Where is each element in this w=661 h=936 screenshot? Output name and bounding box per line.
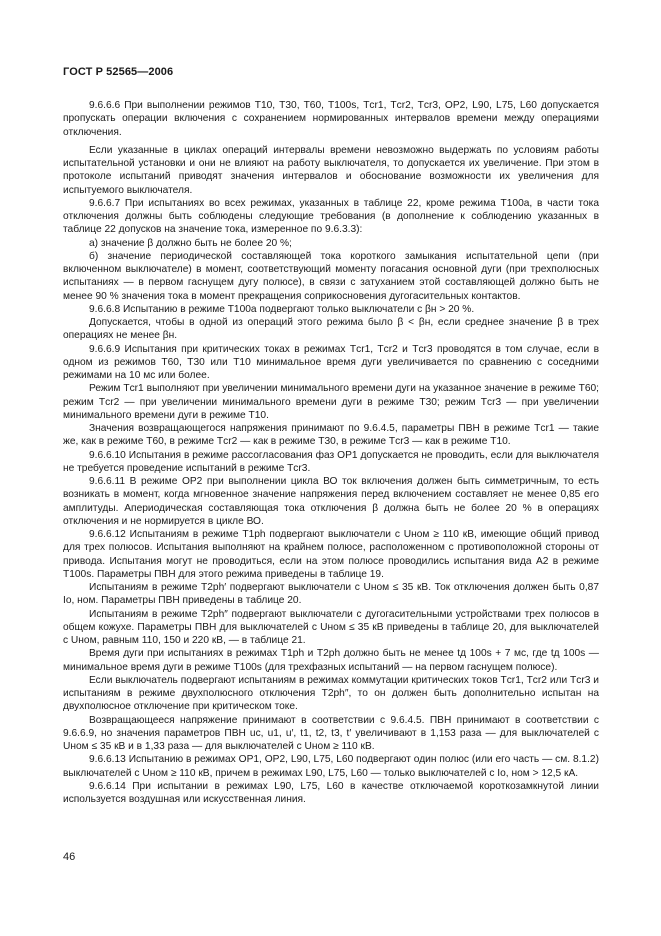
document-body bbox=[63, 99, 599, 806]
paragraph: Режим Тcr1 выполняют при увеличении минимального времени дуги на указанное значение в режиме Т60; режим Тcr2 — при увеличении минимального времени дуги в режиме Т30; режим Тcr3 — при увеличении минимального времени дуги в режиме Т10. bbox=[63, 383, 599, 421]
paragraph: 9.6.6.6 При выполнении режимов Т10, Т30, Т60, Т100s, Тcr1, Тcr2, Тcr3, ОР2, L90, L75, L60 допускается пропускать операции включения с сохранением нормированных интервалов времени между операциями отключения. bbox=[63, 100, 599, 138]
paragraph: Значения возвращающегося напряжения принимают по 9.6.4.5, параметры ПВН в режиме Тcr1 — такие же, как в режиме Т60, в режиме Тcr2 — как в режиме Т30, в режиме Тcr3 — как в режиме Т10. bbox=[63, 423, 599, 448]
paragraph: 9.6.6.11 В режиме ОР2 при выполнении цикла ВО ток включения должен быть симметричным, то есть возникать в момент, когда мгновенное значение напряжения перед включением составляет не менее 0,85 его амплитуды. Апериодическая составляющая тока отключения β должна быть не более 20 % в операциях отключения и не нормируется в цикле ВО. bbox=[63, 476, 599, 527]
paragraph: 9.6.6.13 Испытанию в режимах ОР1, ОР2, L90, L75, L60 подвергают один полюс (или его часть — см. 8.1.2) выключателей с Uном ≥ 110 кВ, причем в режимах L90, L75, L60 — только выключателей с Iо, ном > 12,5 кА. bbox=[63, 754, 599, 779]
paragraph: 9.6.6.9 Испытания при критических токах в режимах Тcr1, Тcr2 и Тcr3 проводятся в том случае, если в одном из режимов Т60, Т30 или Т10 минимальное время дуги увеличивается по сравнению с соседними режимами на 10 мс или более. bbox=[63, 343, 599, 381]
paragraph: Возвращающееся напряжение принимают в соответствии с 9.6.4.5. ПВН принимают в соответствии с 9.6.6.9, но значения параметров ПВН uc, u1, u′, t1, t2, t3, t′ увеличивают в 1,153 раза — для выключателей с Uном ≤ 35 кВ и в 1,33 раза — для выключателей с Uном ≥ 110 кВ. bbox=[63, 714, 599, 752]
paragraph: Испытаниям в режиме Т2ph″ подвергают выключатели с дугогасительными устройствами трех полюсов в общем кожухе. Параметры ПВН для выключателей с Uном ≤ 35 кВ приведены в таблице 20, для выключателей с Uном, равным 110, 150 и 220 кВ, — в таблице 21. bbox=[63, 608, 599, 646]
list-item: а) значение β должно быть не более 20 %; bbox=[89, 237, 292, 249]
page-number: 46 bbox=[63, 851, 76, 863]
paragraph: Если выключатель подвергают испытаниям в режимах коммутации критических токов Тcr1, Тcr2 или Тcr3 и испытаниям в режиме двухполюсного отключения Т2ph″, то он должен быть дополнительно испытан на двухполюсное отключение при критическом токе. bbox=[63, 674, 599, 713]
paragraph: 9.6.6.10 Испытания в режиме рассогласования фаз ОР1 допускается не проводить, если для выключателя не требуется проведение испытаний в режиме Тcr3. bbox=[63, 449, 599, 474]
paragraph: Допускается, чтобы в одной из операций этого режима было β < βн, если среднее значение β в трех операциях не менее βн. bbox=[63, 317, 599, 342]
document-header: ГОСТ Р 52565—2006 bbox=[63, 66, 174, 78]
paragraph: Время дуги при испытаниях в режимах Т1ph и Т2ph должно быть не менее tд 100s + 7 мс, где tд 100s — минимальное время дуги в режиме Т100s (для трехфазных испытаний — на первом гаснущем полюсе). bbox=[63, 648, 599, 673]
paragraph: 9.6.6.8 Испытанию в режиме Т100а подвергают только выключатели с βн > 20 %. bbox=[89, 303, 475, 315]
paragraph: Если указанные в циклах операций интервалы времени невозможно выдержать по условиям работы испытательной установки и они не влияют на работу выключателя, то допускается их увеличение. При этом в протоколе испытаний приводят значения интервалов и обоснование возможности их увеличения для испытуемого выключателя. bbox=[63, 144, 599, 196]
paragraph: 9.6.6.7 При испытаниях во всех режимах, указанных в таблице 22, кроме режима Т100а, в части тока отключения должны быть соблюдены следующие требования (в дополнение к соблюдению указанных в таблице 22 допусков на значение тока, измеренное по 9.6.3.3): bbox=[63, 197, 599, 236]
paragraph: Испытаниям в режиме Т2ph′ подвергают выключатели с Uном ≤ 35 кВ. Ток отключения должен быть 0,87 Iо, ном. Параметры ПВН приведены в таблице 20. bbox=[63, 582, 599, 607]
paragraph: 9.6.6.14 При испытании в режимах L90, L75, L60 в качестве отключаемой короткозамкнутой линии используется воздушная или искусственная линия. bbox=[63, 780, 599, 805]
list-item: б) значение периодической составляющей тока короткого замыкания испытательной цепи (при включенном выключателе) в момент, соответствующий моменту погасания основной дуги (при трехполюсных испытаниях — в первом гаснущем дугу полюсе), в связи с затуханием этой составляющей должно быть не менее 90 % значения тока в момент прекращения соприкосновения дугогасительных контактов. bbox=[63, 250, 599, 302]
paragraph: 9.6.6.12 Испытаниям в режиме Т1ph подвергают выключатели с Uном ≥ 110 кВ, имеющие общий привод для трех полюсов. Испытания выполняют на крайнем полюсе, расположенном с противоположной стороны от привода. Испытания могут не проводиться, если на этом полюсе проводились испытания вида А2 в режиме Т100s. Параметры ПВН для этого режима приведены в таблице 19. bbox=[63, 529, 599, 580]
